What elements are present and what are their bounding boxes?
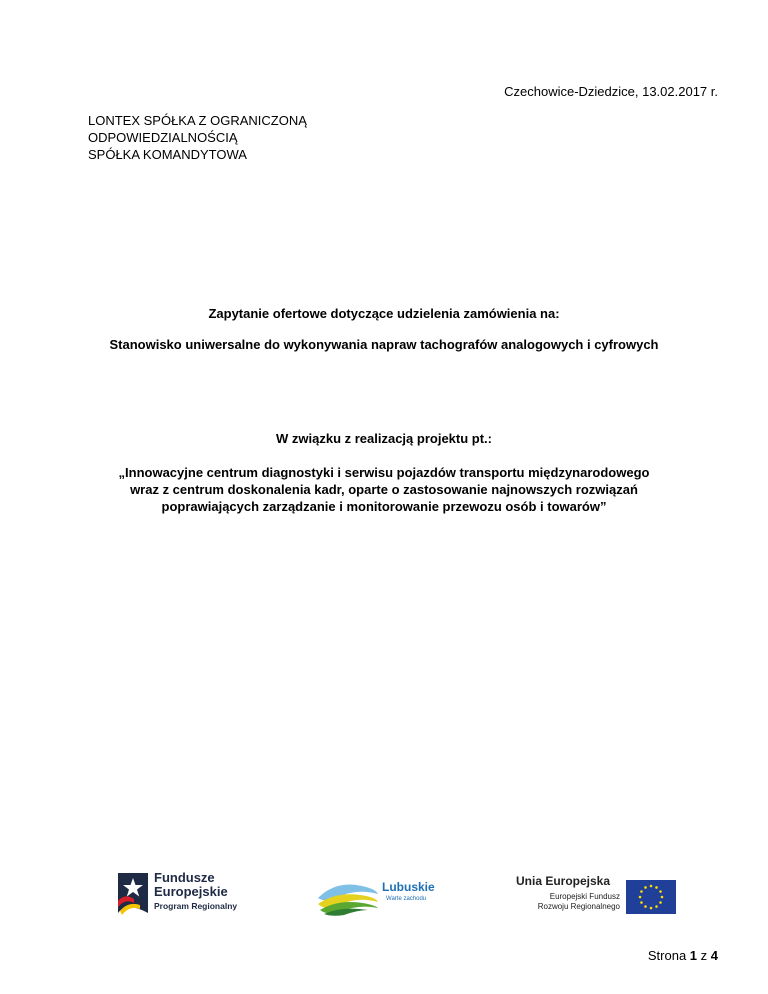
eu-star	[655, 886, 658, 889]
eu-star	[640, 890, 643, 893]
lubuskie-name: Lubuskie	[382, 880, 435, 894]
fe-logo-text	[154, 871, 228, 899]
project-title-line: poprawiających zarządzanie i monitorowanie przewozu osób i towarów”	[161, 499, 607, 514]
eu-star	[639, 896, 642, 899]
company-line: ODPOWIEDZIALNOŚCIĄ	[88, 130, 238, 145]
ue-name: Unia Europejska	[516, 874, 611, 888]
inquiry-item: Stanowisko uniwersalne do wykonywania napraw tachografów analogowych i cyfrowych	[109, 337, 659, 352]
eu-flag-icon	[626, 880, 676, 914]
eu-star	[659, 901, 662, 904]
logo-bar	[0, 868, 768, 928]
lubuskie-logo	[316, 874, 446, 918]
page-number-separator: z	[697, 948, 711, 963]
project-title	[60, 464, 708, 515]
eu-star	[650, 907, 653, 910]
eu-star	[644, 886, 647, 889]
project-title-line: „Innowacyjne centrum diagnostyki i serwisu pojazdów transportu międzynarodowego	[118, 465, 650, 480]
ue-sub-line1: Europejski Fundusz	[549, 892, 620, 901]
fundusze-europejskie-logo	[116, 871, 266, 917]
fe-line2: Europejskie	[154, 884, 228, 899]
page-number	[648, 948, 718, 963]
company-line: LONTEX SPÓŁKA Z OGRANICZONĄ	[88, 113, 307, 128]
lubuskie-tagline: Warte zachodu	[386, 896, 427, 902]
fe-logo-subtitle: Program Regionalny	[154, 901, 238, 911]
unia-europejska-logo	[516, 872, 682, 920]
fundusze-europejskie-star-icon	[116, 871, 150, 915]
lubuskie-waves-icon	[316, 876, 380, 916]
fe-line1: Fundusze	[154, 870, 215, 885]
eu-star	[650, 885, 653, 888]
eu-star	[655, 905, 658, 908]
project-intro: W związku z realizacją projektu pt.:	[276, 431, 492, 446]
eu-star	[644, 905, 647, 908]
project-title-line: wraz z centrum doskonalenia kadr, oparte o zastosowanie najnowszych rozwiązań	[130, 482, 638, 497]
eu-star	[640, 901, 643, 904]
page-total: 4	[710, 948, 718, 963]
ue-sub-line2: Rozwoju Regionalnego	[537, 902, 620, 911]
page-number-prefix: Strona	[647, 948, 690, 963]
company-name	[88, 112, 307, 163]
eu-star	[661, 896, 664, 899]
eu-star	[659, 890, 662, 893]
inquiry-subject: Zapytanie ofertowe dotyczące udzielenia zamówienia na:	[208, 306, 560, 321]
place-date: Czechowice-Dziedzice, 13.02.2017 r.	[504, 84, 718, 99]
page-current: 1	[689, 948, 698, 963]
company-line: SPÓŁKA KOMANDYTOWA	[88, 147, 247, 162]
ue-subtitle	[516, 892, 620, 912]
